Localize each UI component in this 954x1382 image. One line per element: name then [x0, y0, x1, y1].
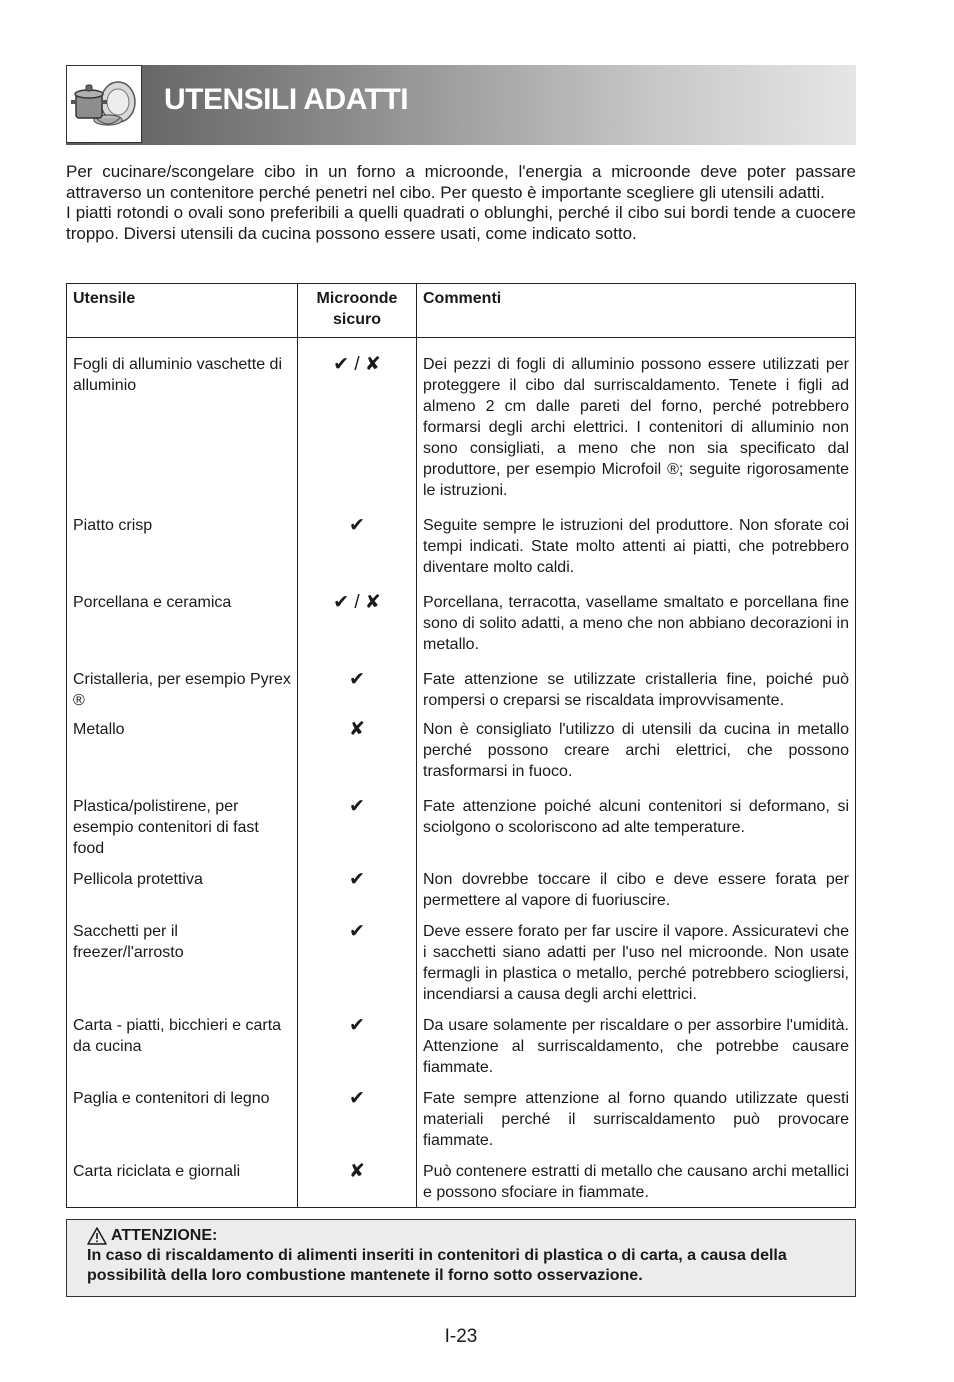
utensil-name: Piatto crisp: [67, 507, 298, 584]
utensil-comment: Non dovrebbe toccare il cibo e deve essere forata per permettere al vapore di fuoriuscire.: [417, 865, 856, 917]
utensil-comment: Dei pezzi di fogli di alluminio possono essere utilizzati per proteggere il cibo dal surriscaldamento. Tenete i figli ad almeno 2 cm dalle pareti del forno, perché potrebbero formarsi degli archi elettrici. I contenitori di alluminio non sono consigliati, a meno che non sia specificato dal produttore, per esempio Microfoil ®; seguite rigorosamente le istruzioni.: [417, 338, 856, 508]
page-number: I-23: [444, 1326, 478, 1347]
microwave-safe-mark: ✔: [298, 865, 417, 917]
microwave-safe-mark: ✔: [298, 788, 417, 865]
microwave-safe-mark: ✔: [298, 917, 417, 1011]
utensil-name: Metallo: [67, 715, 298, 788]
utensil-name: Fogli di alluminio vaschette di alluminio: [67, 338, 298, 508]
microwave-safe-mark: ✔: [298, 507, 417, 584]
table-row: [67, 865, 856, 917]
utensil-comment: Fate attenzione se utilizzate cristalleria fine, poiché può rompersi o creparsi se riscaldata improvvisamente.: [417, 661, 856, 715]
utensil-name: Paglia e contenitori di legno: [67, 1084, 298, 1157]
warning-icon: [87, 1227, 107, 1245]
caution-box: [66, 1219, 856, 1297]
utensil-comment: Non è consigliato l'utilizzo di utensili da cucina in metallo perché possono creare archi elettrici, che possono trasformarsi in fuoco.: [417, 715, 856, 788]
microwave-safe-mark: ✔: [298, 1084, 417, 1157]
table-row: [67, 1157, 856, 1208]
utensil-comment: Da usare solamente per riscaldare o per assorbire l'umidità. Attenzione al surriscaldamento, che potrebbe causare fiammate.: [417, 1011, 856, 1084]
header-comments: Commenti: [417, 284, 856, 338]
utensil-comment: Può contenere estratti di metallo che causano archi metallici e possono sfociare in fiammate.: [417, 1157, 856, 1208]
utensil-name: Cristalleria, per esempio Pyrex ®: [67, 661, 298, 715]
utensils-table: [66, 283, 856, 1208]
page-title: UTENSILI ADATTI: [164, 83, 409, 116]
header-utensil: Utensile: [67, 284, 298, 338]
microwave-safe-mark: ✔ / ✘: [298, 338, 417, 508]
table-row: [67, 917, 856, 1011]
intro-paragraph-1: Per cucinare/scongelare cibo in un forno a microonde, l'energia a microonde deve poter passare attraverso un contenitore perché penetri nel cibo. Per questo è importante scegliere gli utensili adatti.: [66, 162, 856, 202]
table-body: [67, 338, 856, 1208]
utensil-comment: Deve essere forato per far uscire il vapore. Assicuratevi che i sacchetti siano adatti per l'uso nel microonde. Non usate fermagli in plastica o metallo, perché potrebbero sciogliersi, incendiarsi a causa degli archi elettrici.: [417, 917, 856, 1011]
utensil-name: Sacchetti per il freezer/l'arrosto: [67, 917, 298, 1011]
section-header: [66, 65, 856, 145]
table-row: [67, 1084, 856, 1157]
utensil-name: Carta - piatti, bicchieri e carta da cucina: [67, 1011, 298, 1084]
microwave-safe-mark: ✔: [298, 661, 417, 715]
caution-text: In caso di riscaldamento di alimenti inseriti in contenitori di plastica o di carta, a causa della possibilità della loro combustione mantenete il forno sotto osservazione.: [87, 1247, 787, 1284]
table-row: [67, 507, 856, 584]
utensil-name: Porcellana e ceramica: [67, 584, 298, 661]
table-row: [67, 715, 856, 788]
intro-text: [66, 162, 856, 244]
table-header-row: [67, 284, 856, 338]
utensil-comment: Fate attenzione poiché alcuni contenitori si deformano, si sciolgono o scoloriscono ad alte temperature.: [417, 788, 856, 865]
table-row: [67, 584, 856, 661]
header-microwave-safe: Microonde sicuro: [298, 284, 417, 338]
utensil-name: Plastica/polistirene, per esempio contenitori di fast food: [67, 788, 298, 865]
microwave-safe-mark: ✘: [298, 1157, 417, 1208]
table-row: [67, 338, 856, 508]
microwave-safe-mark: ✔: [298, 1011, 417, 1084]
utensil-comment: Fate sempre attenzione al forno quando utilizzate questi materiali perché il surriscaldamento può provocare fiammate.: [417, 1084, 856, 1157]
microwave-safe-mark: ✔ / ✘: [298, 584, 417, 661]
cookware-icon: [70, 74, 138, 134]
caution-heading: [87, 1226, 835, 1246]
utensil-comment: Porcellana, terracotta, vasellame smaltato e porcellana fine sono di solito adatti, a meno che non abbiano decorazioni in metallo.: [417, 584, 856, 661]
header-icon-box: [66, 65, 142, 143]
utensil-name: Carta riciclata e giornali: [67, 1157, 298, 1208]
utensil-name: Pellicola protettiva: [67, 865, 298, 917]
utensil-comment: Seguite sempre le istruzioni del produttore. Non sforate coi tempi indicati. State molto attenti ai piatti, che potrebbero diventare molto caldi.: [417, 507, 856, 584]
caution-title: ATTENZIONE:: [111, 1227, 218, 1244]
table-row: [67, 788, 856, 865]
intro-paragraph-2: I piatti rotondi o ovali sono preferibili a quelli quadrati o oblunghi, perché il cibo sui bordi tende a cuocere troppo. Diversi utensili da cucina possono essere usati, come indicato sotto.: [66, 203, 856, 243]
table-row: [67, 1011, 856, 1084]
microwave-safe-mark: ✘: [298, 715, 417, 788]
table-row: [67, 661, 856, 715]
